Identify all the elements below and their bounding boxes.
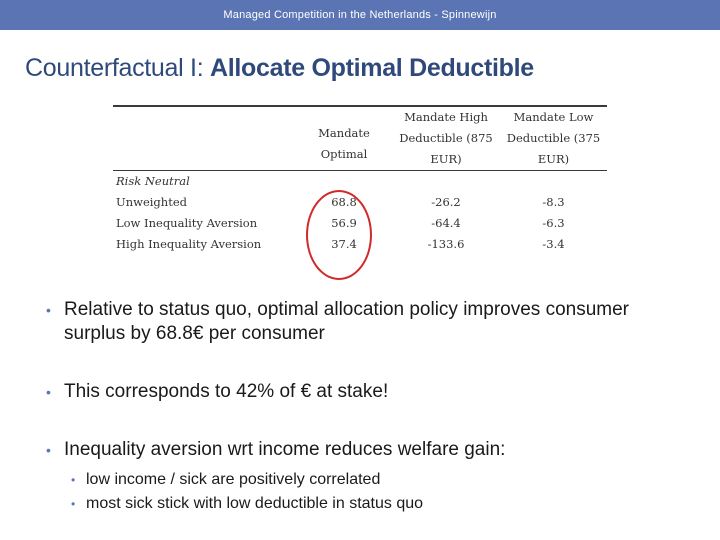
results-table (113, 105, 607, 255)
bullet-item (46, 298, 686, 346)
title-bold: Allocate Optimal Deductible (209, 54, 534, 82)
title-prefix: Counterfactual I: (25, 54, 210, 82)
header-line: Mandate High (404, 110, 488, 124)
sub-bullet-text: low income / sick are positively correlated (86, 471, 381, 488)
sub-bullet-text: most sick stick with low deductible in status quo (86, 495, 424, 512)
bullet-dot-icon: • (46, 302, 51, 318)
header-line: Deductible (875 (399, 131, 493, 145)
table-row (113, 213, 607, 234)
cell-mandate-low: -6.3 (542, 216, 565, 230)
bullet-text: Inequality aversion wrt income reduces welfare gain: (64, 439, 506, 460)
cell-mandate-high: -133.6 (427, 237, 465, 251)
table-row (113, 192, 607, 213)
bullet-dot-icon: • (46, 442, 51, 458)
bullet-dot-icon: • (46, 384, 51, 400)
table-header-row (113, 107, 607, 170)
sub-bullet-dot-icon: • (71, 473, 76, 487)
header-mandate-low (500, 107, 607, 170)
row-label: Low Inequality Aversion (116, 216, 258, 230)
cell-mandate-high: -64.4 (431, 216, 461, 230)
sub-bullet-list (64, 468, 686, 516)
header-line: EUR) (430, 152, 462, 166)
slide-title (25, 54, 534, 83)
bullet-list (46, 298, 686, 516)
header-empty-cell (113, 107, 296, 170)
sub-bullet-item (64, 492, 686, 516)
cell-mandate-high: -26.2 (431, 195, 461, 209)
section-row (113, 171, 607, 192)
section-label: Risk Neutral (116, 174, 190, 188)
header-bar (0, 0, 720, 30)
header-text: Managed Competition in the Netherlands - Spinnewijn (223, 9, 497, 21)
table-row (113, 234, 607, 255)
cell-mandate-optimal: 56.9 (331, 216, 357, 230)
header-mandate-optimal (296, 107, 392, 170)
row-label: Unweighted (116, 195, 187, 209)
header-line: EUR) (537, 152, 570, 166)
header-line: Optimal (320, 147, 368, 161)
cell-mandate-low: -3.4 (542, 237, 565, 251)
header-line: Mandate (318, 126, 370, 140)
row-label: High Inequality Aversion (116, 237, 262, 251)
header-mandate-high (392, 107, 500, 170)
bullet-item (46, 438, 686, 516)
header-line: Mandate Low (513, 110, 594, 124)
results-grid (113, 107, 607, 170)
cell-mandate-low: -8.3 (542, 195, 565, 209)
sub-bullet-dot-icon: • (71, 497, 76, 511)
results-body (113, 171, 607, 255)
header-line: Deductible (375 (506, 131, 601, 145)
bullet-item (46, 380, 686, 404)
cell-mandate-optimal: 68.8 (331, 195, 357, 209)
bullet-text: This corresponds to 42% of € at stake! (64, 381, 389, 402)
bullet-text: Relative to status quo, optimal allocation policy improves consumer surplus by 68.8€ per consumer (64, 299, 629, 344)
sub-bullet-item (64, 468, 686, 492)
cell-mandate-optimal: 37.4 (331, 237, 357, 251)
